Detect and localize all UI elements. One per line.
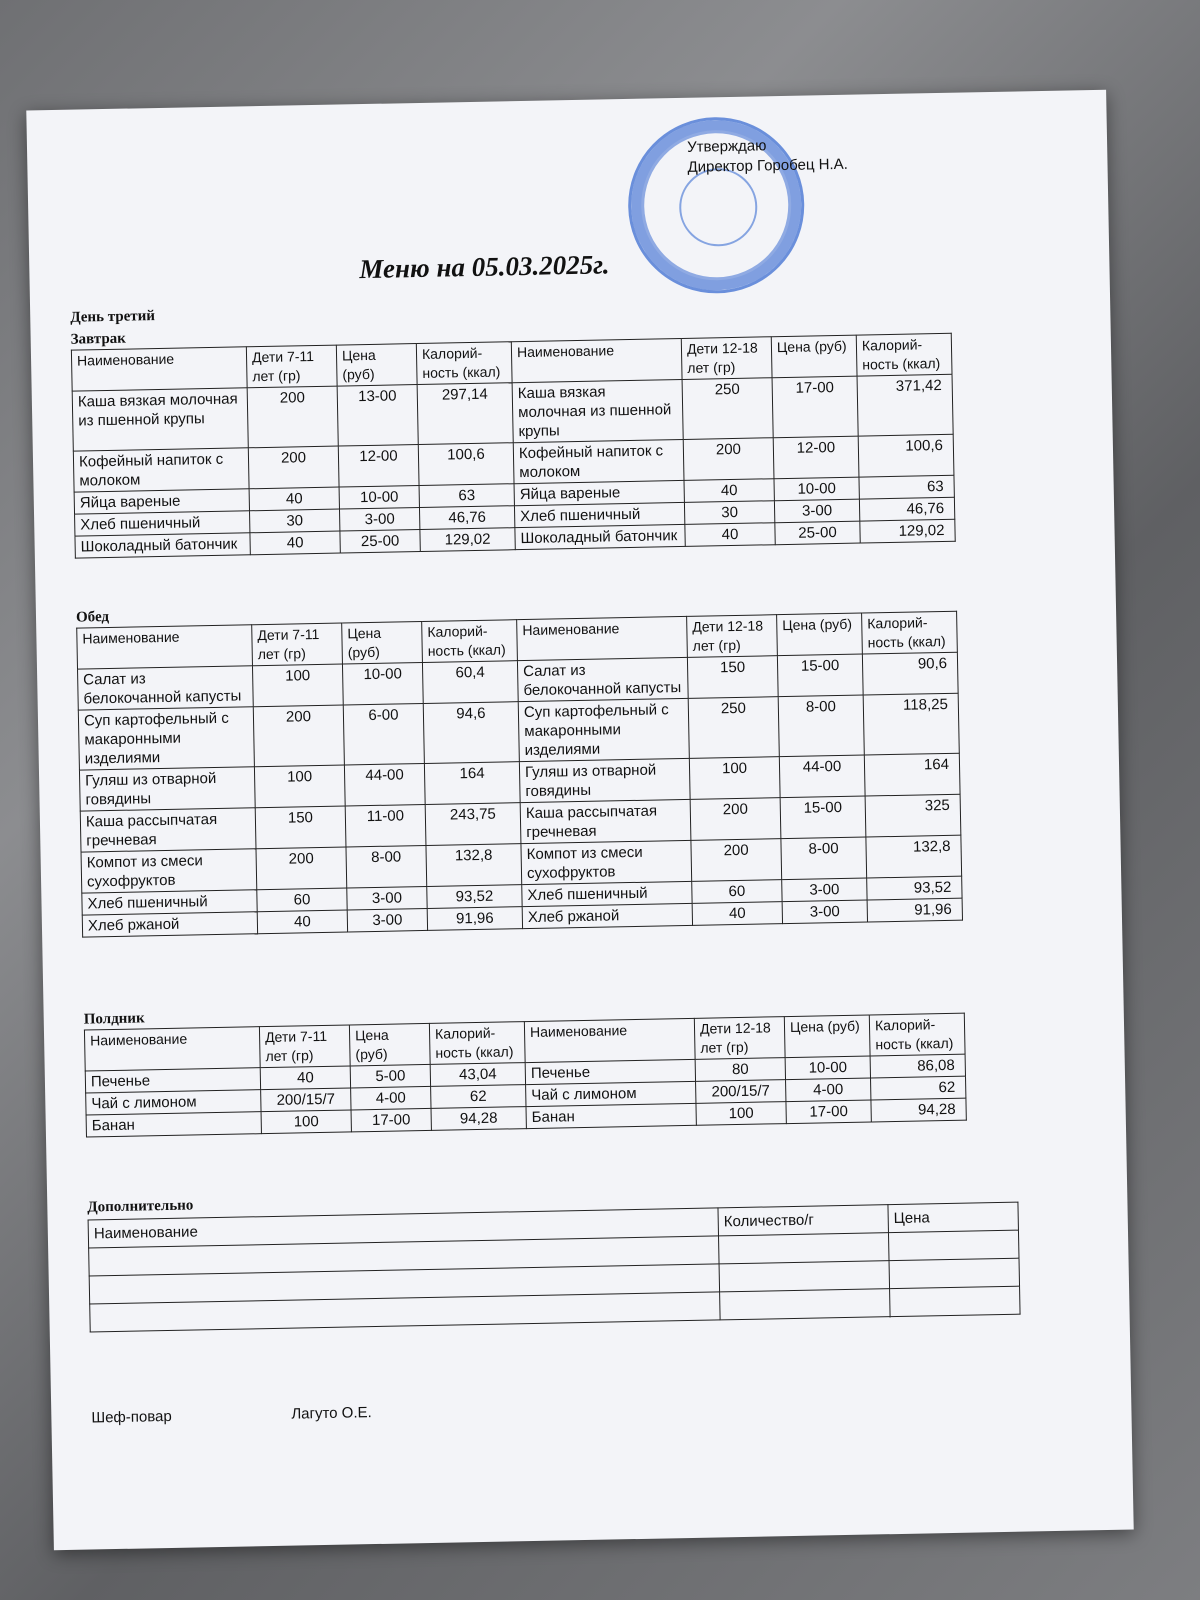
- col-price-2: Цена (руб): [777, 613, 863, 656]
- price-young: 3-00: [339, 508, 419, 532]
- weight-old: 40: [684, 479, 774, 503]
- weight-young: 200: [248, 446, 339, 489]
- col-age-young: Дети 7-11 лет (гр): [259, 1025, 350, 1068]
- col-name-2: Наименование: [524, 1018, 695, 1062]
- dish-name: Печенье: [85, 1068, 260, 1093]
- extra-col-name: Наименование: [88, 1208, 718, 1248]
- dish-name-2: Шоколадный батончик: [515, 524, 685, 549]
- col-kcal: Калорий-ность (ккал): [416, 342, 512, 385]
- dish-name: Шоколадный батончик: [75, 533, 250, 558]
- weight-young: 100: [252, 664, 343, 707]
- price-old: 17-00: [786, 1100, 871, 1124]
- dish-name: Салат из белокочанной капусты: [78, 666, 254, 710]
- weight-young: 200: [256, 847, 347, 890]
- weight-old: 150: [687, 656, 778, 699]
- col-price-2: Цена (руб): [784, 1015, 870, 1058]
- price-young: 5-00: [350, 1064, 430, 1088]
- weight-old: 30: [684, 501, 774, 525]
- signature-role: Шеф-повар: [91, 1407, 172, 1427]
- col-age-old: Дети 12-18 лет (гр): [694, 1017, 785, 1060]
- dish-name: Каша вязкая молочная из пшенной крупы: [72, 388, 248, 451]
- price-old: 17-00: [772, 376, 858, 438]
- dish-name: Хлеб пшеничный: [75, 511, 250, 536]
- weight-young: 60: [257, 888, 347, 912]
- kcal-young: 63: [419, 484, 514, 508]
- weight-young: 200: [253, 705, 344, 767]
- kcal-young: 243,75: [425, 803, 521, 846]
- dish-name-2: Чай с лимоном: [526, 1081, 696, 1106]
- price-young: 44-00: [344, 763, 425, 806]
- snack-table: [84, 1013, 967, 1138]
- kcal-young: 91,96: [427, 907, 522, 931]
- approval-block: [687, 135, 848, 178]
- kcal-young: 132,8: [426, 844, 522, 887]
- kcal-young: 94,6: [423, 702, 519, 764]
- col-price-2: Цена (руб): [771, 335, 857, 378]
- kcal-old: 63: [859, 475, 954, 499]
- price-young: 3-00: [347, 886, 427, 910]
- kcal-young: 100,6: [418, 443, 514, 486]
- dish-name-2: Гуляш из отварной говядины: [519, 758, 690, 802]
- kcal-old: 93,52: [867, 876, 962, 900]
- price-young: 4-00: [351, 1086, 431, 1110]
- weight-old: 40: [685, 523, 775, 547]
- weight-young: 200: [247, 386, 338, 448]
- page-title: Меню на 05.03.2025г.: [359, 249, 610, 285]
- approval-line1: Утверждаю: [686, 137, 767, 156]
- kcal-old: 91,96: [867, 898, 962, 922]
- price-old: 44-00: [779, 755, 865, 798]
- kcal-young: 46,76: [419, 506, 514, 530]
- price-old: 3-00: [774, 499, 859, 523]
- dish-name-2: Хлеб ржаной: [522, 903, 692, 928]
- price-old: 8-00: [778, 695, 864, 757]
- price-young: 25-00: [340, 530, 420, 554]
- kcal-old: 132,8: [866, 835, 962, 878]
- price-young: 6-00: [343, 703, 424, 765]
- extra-col-price: Цена: [888, 1202, 1019, 1232]
- weight-old: 200: [690, 798, 781, 841]
- snack-label: Полдник: [83, 1010, 145, 1028]
- kcal-old: 371,42: [857, 374, 953, 436]
- col-kcal-2: Калорий-ность (ккал): [862, 611, 958, 654]
- col-kcal-2: Калорий-ность (ккал): [856, 333, 952, 376]
- weight-young: 200/15/7: [261, 1088, 351, 1112]
- col-age-young: Дети 7-11 лет (гр): [246, 345, 337, 388]
- col-name: Наименование: [77, 625, 253, 669]
- weight-old: 40: [692, 902, 782, 926]
- kcal-young: 164: [424, 762, 520, 805]
- price-old: 3-00: [782, 900, 867, 924]
- approval-line2: Директор Горобец Н.А.: [687, 155, 848, 176]
- dish-name-2: Каша рассыпчатая гречневая: [520, 799, 691, 843]
- price-old: 8-00: [781, 837, 867, 880]
- kcal-young: 60,4: [422, 661, 518, 704]
- dish-name-2: Компот из смеси сухофруктов: [521, 840, 692, 884]
- col-price: Цена (руб): [336, 344, 417, 387]
- weight-old: 250: [682, 378, 773, 440]
- kcal-young: 93,52: [427, 885, 522, 909]
- dish-name: Компот из смеси сухофруктов: [81, 849, 257, 893]
- dish-name: Чай с лимоном: [86, 1090, 261, 1115]
- kcal-young: 129,02: [420, 528, 515, 552]
- weight-old: 200/15/7: [696, 1080, 786, 1104]
- lunch-label: Обед: [75, 609, 110, 626]
- kcal-old: 94,28: [871, 1098, 966, 1122]
- price-young: 17-00: [351, 1108, 431, 1132]
- price-young: 3-00: [347, 908, 427, 932]
- weight-young: 150: [255, 806, 346, 849]
- dish-name-2: Банан: [526, 1103, 696, 1128]
- weight-young: 40: [250, 531, 340, 555]
- dish-name-2: Суп картофельный с макаронными изделиями: [518, 698, 689, 761]
- lunch-table: [76, 611, 963, 938]
- weight-young: 100: [261, 1110, 351, 1134]
- kcal-young: 62: [431, 1085, 526, 1109]
- kcal-old: 325: [865, 794, 961, 837]
- kcal-young: 297,14: [417, 383, 513, 445]
- kcal-old: 100,6: [858, 434, 954, 477]
- kcal-old: 129,02: [860, 519, 955, 543]
- weight-young: 40: [249, 487, 339, 511]
- price-young: 10-00: [339, 486, 419, 510]
- col-kcal: Калорий-ность (ккал): [429, 1022, 525, 1065]
- dish-name: Яйца вареные: [74, 489, 249, 514]
- dish-name: Хлеб пшеничный: [82, 890, 257, 915]
- signature-name: Лагуто О.Е.: [291, 1404, 372, 1423]
- col-price: Цена (руб): [342, 622, 423, 665]
- breakfast-label: Завтрак: [70, 330, 127, 348]
- weight-old: 200: [683, 438, 774, 481]
- dish-name: Хлеб ржаной: [82, 912, 257, 937]
- price-old: 15-00: [780, 796, 866, 839]
- col-age-old: Дети 12-18 лет (гр): [687, 615, 778, 658]
- dish-name: Кофейный напиток с молоком: [73, 448, 249, 492]
- weight-young: 40: [260, 1066, 350, 1090]
- dish-name: Гуляш из отварной говядины: [79, 767, 255, 811]
- col-name: Наименование: [84, 1027, 260, 1071]
- kcal-old: 90,6: [862, 652, 958, 695]
- kcal-old: 46,76: [859, 497, 954, 521]
- dish-name-2: Каша вязкая молочная из пшенной крупы: [512, 379, 683, 442]
- dish-name-2: Салат из белокочанной капусты: [517, 657, 688, 701]
- col-age-young: Дети 7-11 лет (гр): [252, 623, 343, 666]
- col-price: Цена (руб): [349, 1023, 430, 1066]
- price-old: 25-00: [775, 521, 860, 545]
- price-old: 12-00: [773, 436, 859, 479]
- price-young: 12-00: [338, 445, 419, 488]
- weight-old: 60: [692, 880, 782, 904]
- kcal-old: 164: [864, 753, 960, 796]
- weight-old: 250: [688, 697, 779, 759]
- price-old: 4-00: [786, 1078, 871, 1102]
- price-young: 13-00: [337, 385, 418, 447]
- weight-young: 30: [250, 509, 340, 533]
- dish-name-2: Печенье: [525, 1059, 695, 1084]
- dish-name: Каша рассыпчатая гречневая: [80, 808, 256, 852]
- kcal-old: 62: [871, 1076, 966, 1100]
- dish-name: Банан: [86, 1112, 261, 1137]
- price-young: 8-00: [346, 845, 427, 888]
- menu-document: [26, 90, 1133, 1550]
- kcal-old: 86,08: [870, 1054, 965, 1078]
- price-old: 10-00: [774, 477, 859, 501]
- col-name-2: Наименование: [511, 338, 682, 382]
- kcal-old: 118,25: [863, 693, 959, 755]
- col-kcal: Калорий-ность (ккал): [422, 620, 518, 663]
- weight-old: 100: [689, 757, 780, 800]
- weight-young: 100: [254, 765, 345, 808]
- kcal-young: 94,28: [431, 1107, 526, 1131]
- kcal-young: 43,04: [430, 1063, 525, 1087]
- dish-name: Суп картофельный с макаронными изделиями: [78, 707, 254, 770]
- price-young: 10-00: [342, 662, 423, 705]
- dish-name-2: Кофейный напиток с молоком: [513, 439, 684, 483]
- col-age-old: Дети 12-18 лет (гр): [681, 337, 772, 380]
- extra-col-qty: Количество/г: [718, 1205, 889, 1236]
- price-old: 15-00: [777, 654, 863, 697]
- price-young: 11-00: [345, 804, 426, 847]
- extra-table: [88, 1202, 1021, 1333]
- weight-old: 100: [696, 1102, 786, 1126]
- weight-old: 80: [695, 1058, 785, 1082]
- dish-name-2: Яйца вареные: [514, 480, 684, 505]
- price-old: 3-00: [782, 878, 867, 902]
- price-old: 10-00: [785, 1056, 870, 1080]
- weight-old: 200: [691, 839, 782, 882]
- day-label: День третий: [70, 308, 156, 326]
- extra-label: Дополнительно: [87, 1197, 194, 1216]
- signature-block: [91, 1404, 372, 1427]
- breakfast-table: [70, 330, 956, 559]
- dish-name-2: Хлеб пшеничный: [522, 881, 692, 906]
- dish-name-2: Хлеб пшеничный: [514, 502, 684, 527]
- col-name: Наименование: [71, 347, 247, 391]
- col-name-2: Наименование: [517, 616, 688, 660]
- col-kcal-2: Калорий-ность (ккал): [869, 1013, 965, 1056]
- weight-young: 40: [257, 910, 347, 934]
